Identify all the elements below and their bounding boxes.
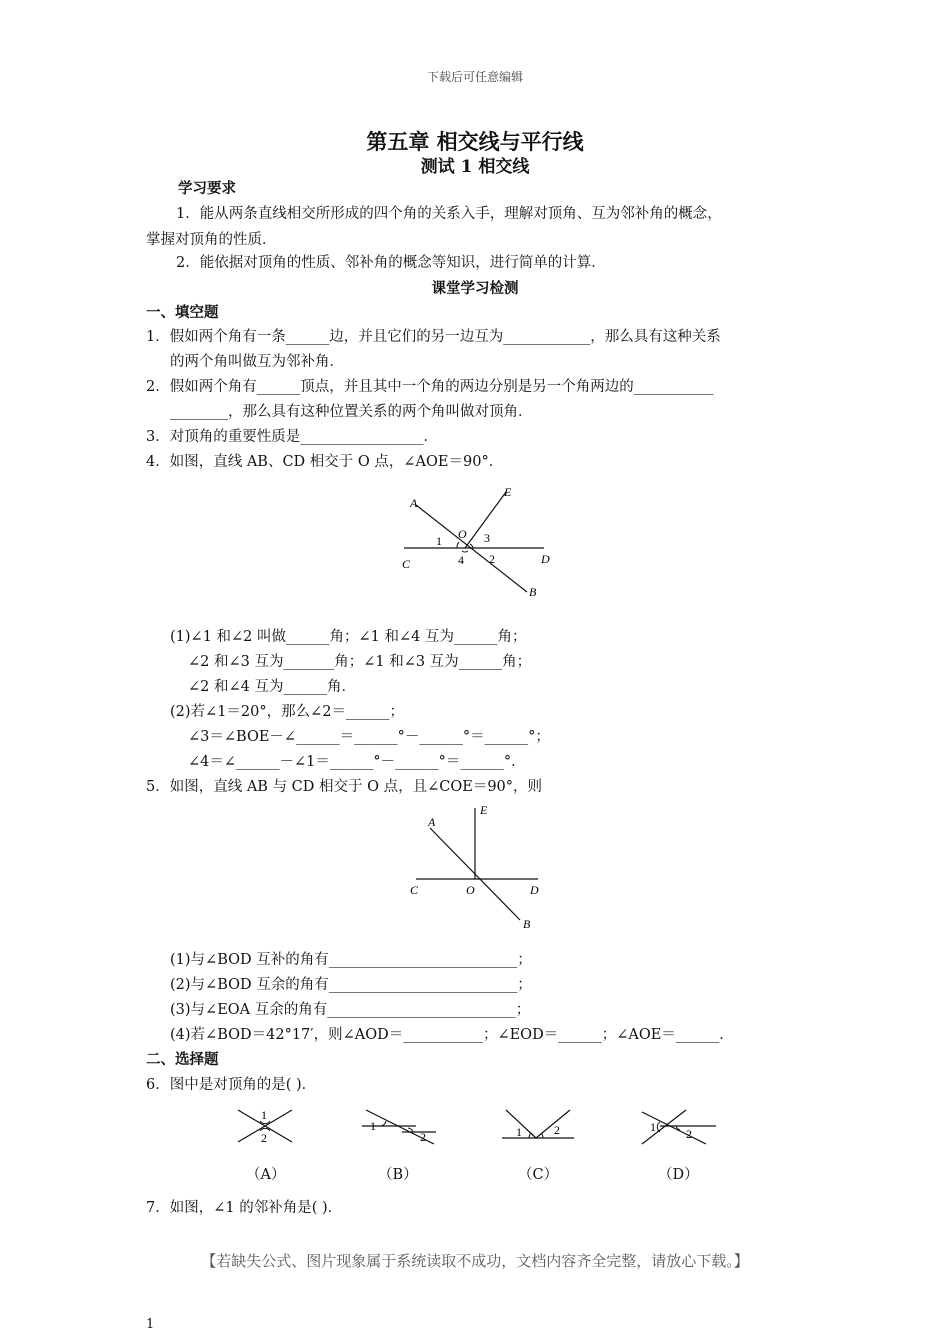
q4-line-5: ∠3＝∠BOE－∠______＝______°－______°＝______°； <box>188 729 550 745</box>
q4-line-1: (1)∠1 和∠2 叫做______角；∠1 和∠4 互为______角； <box>170 629 527 645</box>
option-c-angle-2: 2 <box>554 1123 560 1137</box>
label-b: B <box>529 585 537 599</box>
question-7: 7．如图，∠1 的邻补角是( )． <box>146 1200 343 1216</box>
option-c: （C） <box>518 1167 559 1183</box>
question-2a: 2．假如两个角有______顶点，并且其中一个角的两边分别是另一个角两边的___________ <box>146 379 714 395</box>
page-number: 1 <box>146 1317 155 1332</box>
question-1a: 1．假如两个角有一条______边，并且它们的另一边互为____________，那么具有这种关系 <box>146 329 721 345</box>
question-1b: 的两个角叫做互为邻补角． <box>170 354 344 370</box>
option-b-figure <box>356 1104 442 1148</box>
label-c: C <box>410 883 419 897</box>
label-a: A <box>428 815 436 829</box>
label-angle-3: 3 <box>484 531 490 545</box>
question-6: 6．图中是对顶角的是( )． <box>146 1077 317 1093</box>
figure-q5 <box>404 800 554 935</box>
requirements-heading: 学习要求 <box>178 180 236 197</box>
label-angle-4: 4 <box>458 553 464 567</box>
option-d-angle-1: 1 <box>650 1120 656 1134</box>
option-a-angle-2: 2 <box>261 1131 267 1145</box>
part2-heading: 二、选择题 <box>146 1051 219 1068</box>
label-o: O <box>458 527 467 541</box>
footer-note: 【若缺失公式、图片现象属于系统读取不成功，文档内容齐全完整，请放心下载。】 <box>201 1252 749 1270</box>
figure-q4 <box>398 482 558 602</box>
option-c-angle-1: 1 <box>516 1125 522 1139</box>
test-title: 测试 1 相交线 <box>420 157 530 177</box>
option-a-figure <box>230 1104 300 1148</box>
option-d-figure <box>636 1104 722 1148</box>
question-4: 4．如图，直线 AB、CD 相交于 O 点，∠AOE＝90°． <box>146 454 504 470</box>
header-note: 下载后可任意编辑 <box>426 70 523 84</box>
option-b: （B） <box>378 1167 418 1183</box>
option-b-angle-2: 2 <box>420 1130 426 1144</box>
q4-line-4: (2)若∠1＝20°，那么∠2＝______； <box>170 704 404 720</box>
q5-line-2: (2)与∠BOD 互余的角有__________________________； <box>170 977 532 993</box>
label-angle-2: 2 <box>489 552 495 566</box>
label-d: D <box>530 883 539 897</box>
question-2b: ________，那么具有这种位置关系的两个角叫做对顶角． <box>170 404 533 420</box>
label-a: A <box>410 496 418 510</box>
requirement-1a: 1．能从两条直线相交所形成的四个角的关系入手，理解对顶角、互为邻补角的概念， <box>176 206 722 222</box>
option-d: （D） <box>658 1167 699 1183</box>
q4-line-3: ∠2 和∠4 互为______角． <box>188 679 356 695</box>
question-5: 5．如图，直线 AB 与 CD 相交于 O 点，且∠COE＝90°，则 <box>146 779 543 795</box>
q4-line-2: ∠2 和∠3 互为_______角；∠1 和∠3 互为______角； <box>188 654 532 670</box>
label-c: C <box>402 557 411 571</box>
label-o: O <box>466 883 475 897</box>
label-b: B <box>523 917 531 931</box>
requirement-1b: 掌握对顶角的性质． <box>146 232 277 248</box>
label-e: E <box>480 803 488 817</box>
label-d: D <box>541 552 550 566</box>
option-c-figure <box>496 1104 580 1148</box>
option-a-angle-1: 1 <box>261 1108 267 1122</box>
option-d-angle-2: 2 <box>686 1127 692 1141</box>
label-e: E <box>504 485 512 499</box>
q5-line-3: (3)与∠EOA 互余的角有__________________________； <box>170 1002 531 1018</box>
requirement-2: 2．能依据对顶角的性质、邻补角的概念等知识，进行简单的计算． <box>176 255 606 271</box>
option-b-angle-1: 1 <box>370 1119 376 1133</box>
question-3: 3．对顶角的重要性质是_________________． <box>146 429 438 445</box>
option-a: （A） <box>246 1167 286 1183</box>
q5-line-4: (4)若∠BOD＝42°17′，则∠AOD＝___________；∠EOD＝______；∠AOE＝______． <box>170 1027 734 1043</box>
section-heading: 课堂学习检测 <box>431 280 519 297</box>
part1-heading: 一、填空题 <box>146 304 219 321</box>
q5-line-1: (1)与∠BOD 互补的角有__________________________； <box>170 952 532 968</box>
label-angle-1: 1 <box>436 534 442 548</box>
chapter-title: 第五章 相交线与平行线 <box>366 129 584 154</box>
q4-line-6: ∠4＝∠______－∠1＝______°－______°＝______°． <box>188 754 526 770</box>
